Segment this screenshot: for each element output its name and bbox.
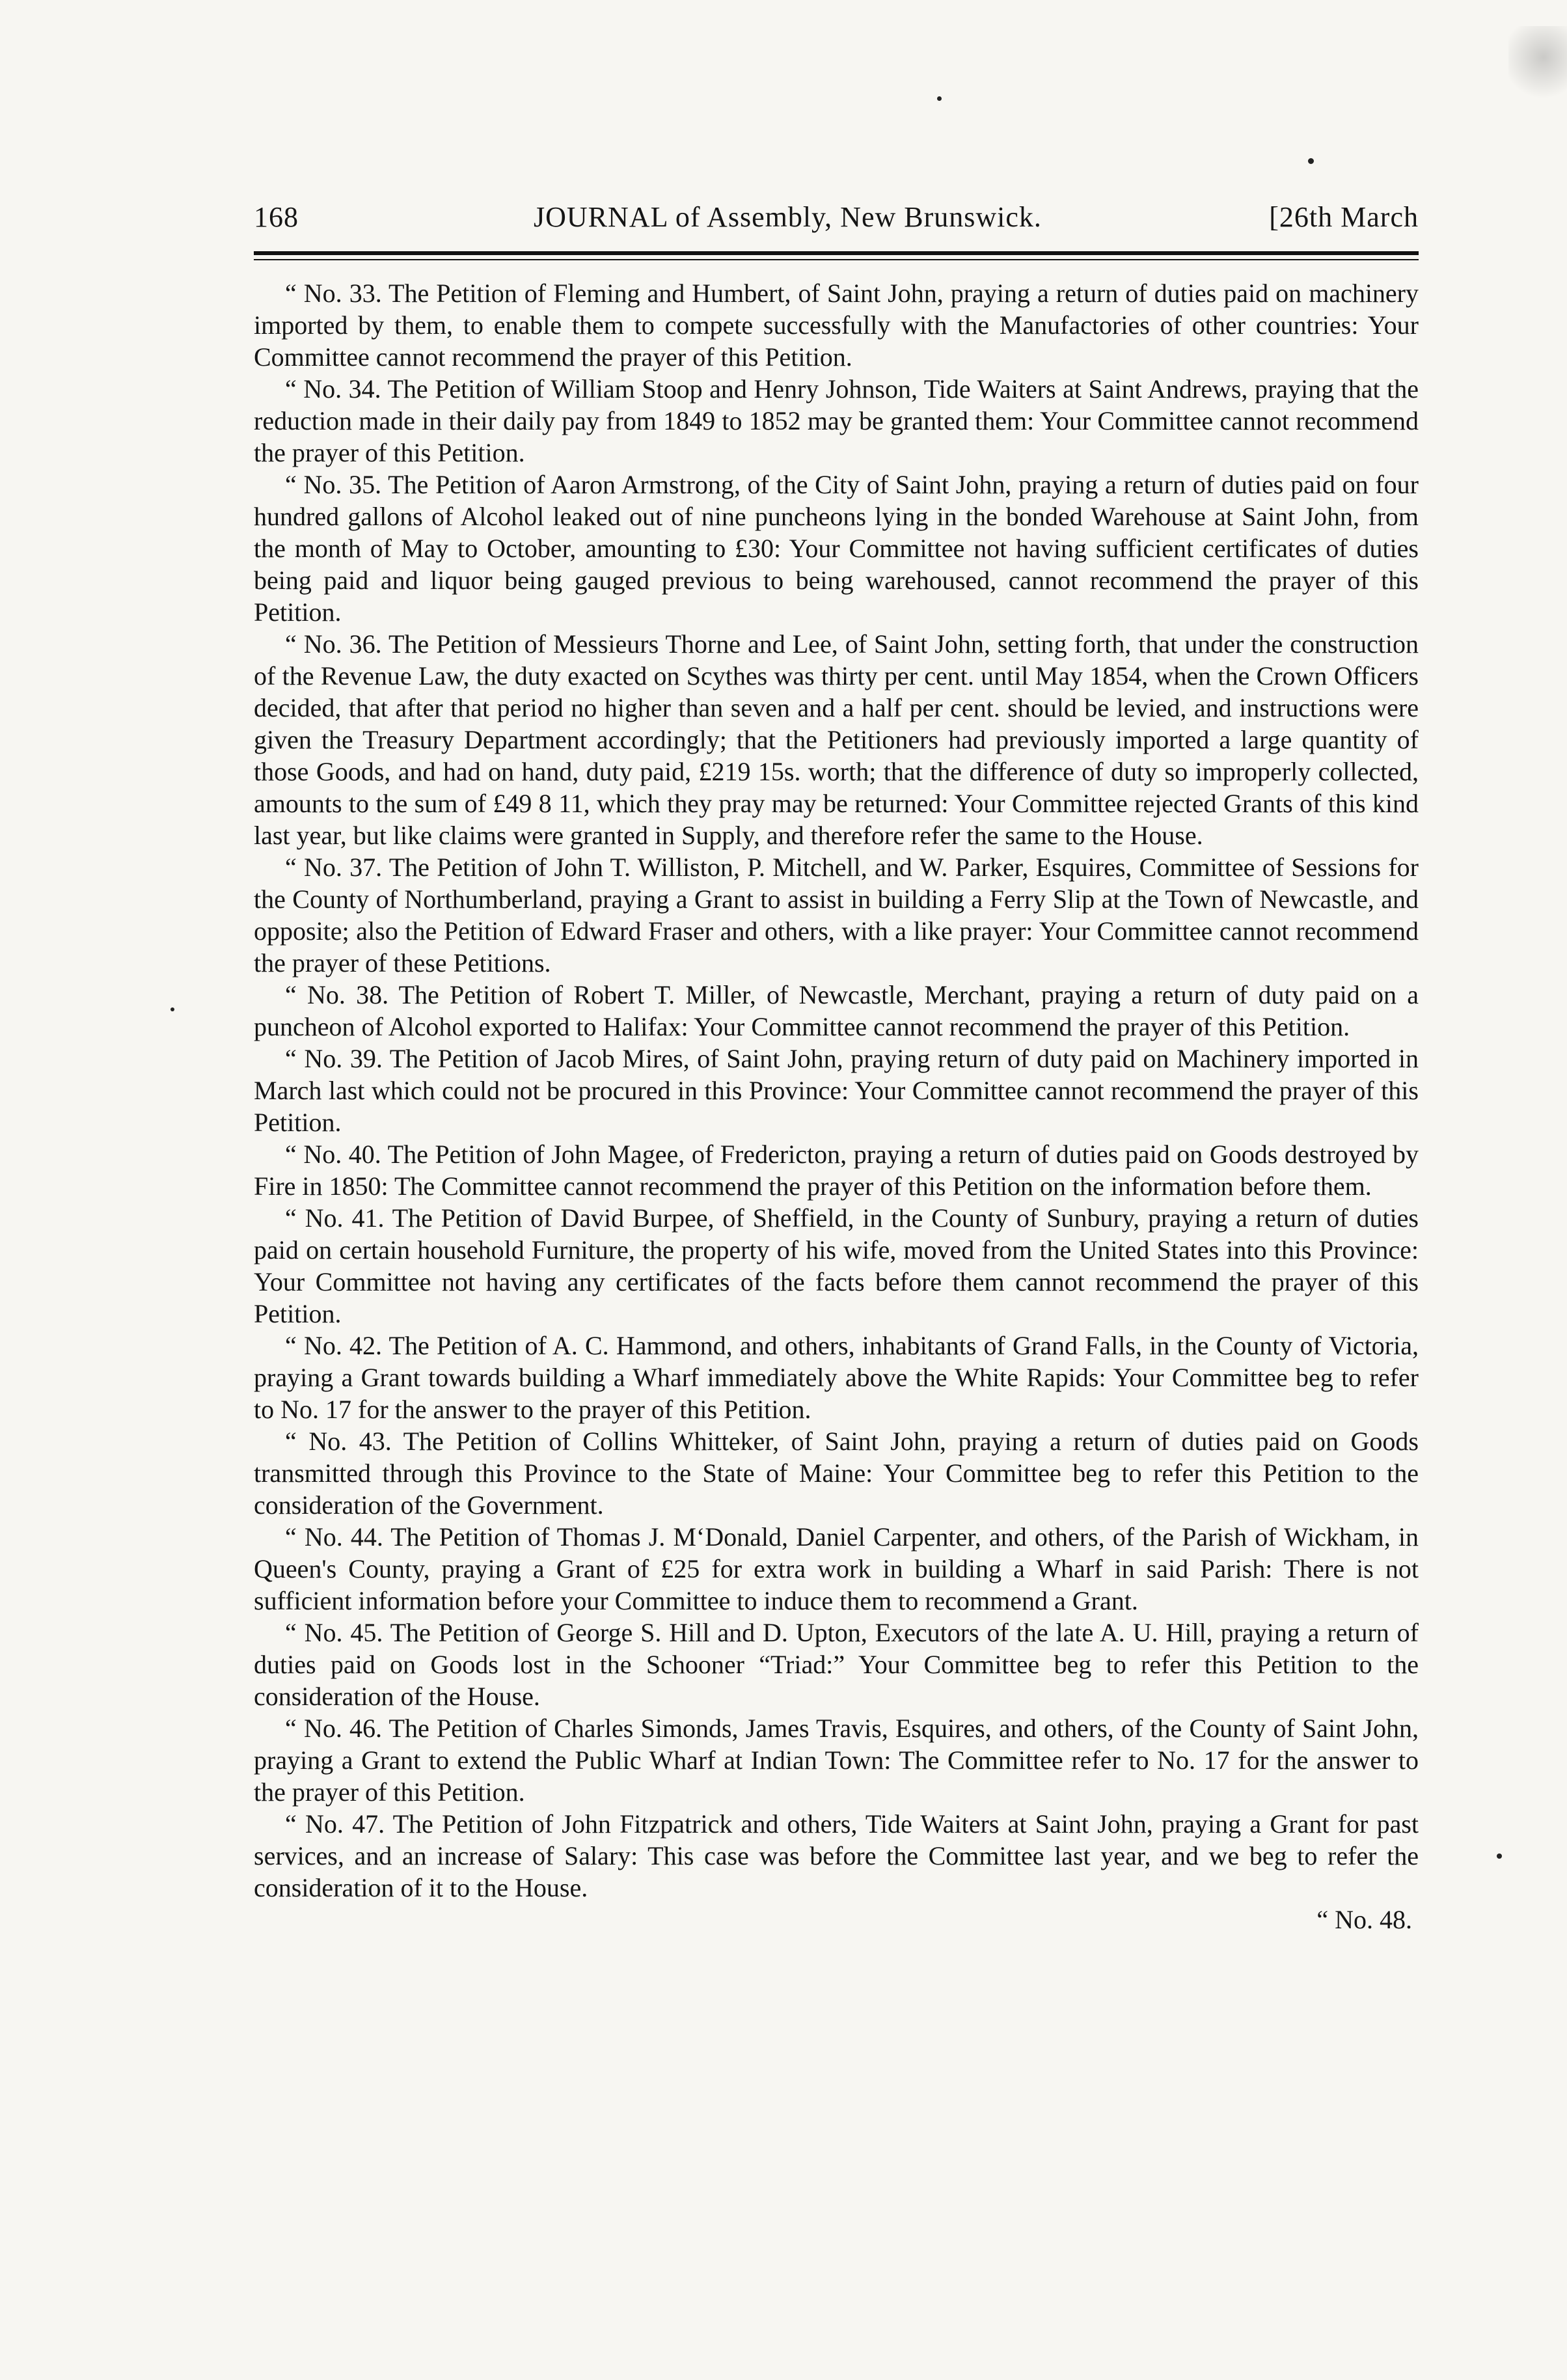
petition-entry: “ No. 34. The Petition of William Stoop and Henry Johnson, Tide Waiters at Saint Andrews, praying that the reduction made in their daily pay from 1849 to 1852 may be granted them: Your Committee cannot recommend the prayer of this Petition. (254, 374, 1419, 467)
petition-entry: “ No. 42. The Petition of A. C. Hammond, and others, inhabitants of Grand Falls, in the County of Victoria, praying a Grant towards building a Wharf immediately above the White Rapids: Your Committee beg to refer to No. 17 for the answer to the prayer of this Petition. (254, 1331, 1419, 1424)
petition-entry: “ No. 43. The Petition of Collins Whitteker, of Saint John, praying a return of duties paid on Goods transmitted through this Province to the State of Maine: Your Committee beg to refer this Petition to the consideration of the Government. (254, 1427, 1419, 1520)
petition-entry: “ No. 39. The Petition of Jacob Mires, of Saint John, praying return of duty paid on Machinery imported in March last which could not be procured in this Province: Your Committee cannot recommend the prayer of this Petition. (254, 1044, 1419, 1137)
ink-speck (1497, 1853, 1502, 1859)
petition-entry: “ No. 40. The Petition of John Magee, of Fredericton, praying a return of duties paid on Goods destroyed by Fire in 1850: The Committee cannot recommend the prayer of this Petition on the information before them. (254, 1140, 1419, 1201)
page-scuff-mark (1508, 26, 1567, 104)
header-rule-thin (254, 259, 1419, 260)
running-header (254, 195, 1419, 247)
page-number: 168 (254, 201, 299, 233)
ink-speck (170, 1007, 174, 1011)
journal-page (254, 195, 1419, 1935)
petition-entry: “ No. 47. The Petition of John Fitzpatrick and others, Tide Waiters at Saint John, praying a Grant for past services, and an increase of Salary: This case was before the Committee last year, and we beg to refer the consideration of it to the House. (254, 1809, 1419, 1902)
petition-entry: “ No. 37. The Petition of John T. Williston, P. Mitchell, and W. Parker, Esquires, Committee of Sessions for the County of Northumberland, praying a Grant to assist in building a Ferry Slip at the Town of Newcastle, and opposite; also the Petition of Edward Fraser and others, with a like prayer: Your Committee cannot recommend the prayer of these Petitions. (254, 853, 1419, 978)
petition-entry: “ No. 36. The Petition of Messieurs Thorne and Lee, of Saint John, setting forth, that under the construction of the Revenue Law, the duty exacted on Scythes was thirty per cent. until May 1854, when the Crown Officers decided, that after that period no higher than seven and a half per cent. should be levied, and instructions were given the Treasury Department accordingly; that the Petitioners had previously imported a large quantity of those Goods, and had on hand, duty paid, £219 15s. worth; that the difference of duty so improperly collected, amounts to the sum of £49 8 11, which they pray may be returned: Your Committee rejected Grants of this kind last year, but like claims were granted in Supply, and therefore refer the same to the House. (254, 629, 1419, 850)
journal-title: JOURNAL of Assembly, New Brunswick. (534, 201, 1042, 233)
petition-entry: “ No. 35. The Petition of Aaron Armstrong, of the City of Saint John, praying a return of duties paid on four hundred gallons of Alcohol leaked out of nine puncheons lying in the bonded Warehouse at Saint John, from the month of May to October, amounting to £30: Your Committee not having sufficient certificates of duties being paid and liquor being gauged previous to being warehoused, cannot recommend the prayer of this Petition. (254, 470, 1419, 627)
petition-entry: “ No. 38. The Petition of Robert T. Miller, of Newcastle, Merchant, praying a return of duty paid on a puncheon of Alcohol exported to Halifax: Your Committee cannot recommend the prayer of this Petition. (254, 980, 1419, 1041)
petition-entry: “ No. 44. The Petition of Thomas J. M‘Donald, Daniel Carpenter, and others, of the Parish of Wickham, in Queen's County, praying a Grant of £25 for extra work in building a Wharf in said Parish: There is not sufficient information before your Committee to induce them to recommend a Grant. (254, 1522, 1419, 1615)
petition-entry: “ No. 46. The Petition of Charles Simonds, James Travis, Esquires, and others, of the County of Saint John, praying a Grant to extend the Public Wharf at Indian Town: The Committee refer to No. 17 for the answer to the prayer of this Petition. (254, 1714, 1419, 1807)
petition-entry: “ No. 45. The Petition of George S. Hill and D. Upton, Executors of the late A. U. Hill, praying a return of duties paid on Goods lost in the Schooner “Triad:” Your Committee beg to refer this Petition to the consideration of the House. (254, 1618, 1419, 1711)
ink-speck (1308, 158, 1314, 164)
header-rule-thick (254, 251, 1419, 255)
petition-entry: “ No. 41. The Petition of David Burpee, of Sheffield, in the County of Sunbury, praying a return of duties paid on certain household Furniture, the property of his wife, moved from the United States into this Province: Your Committee not having any certificates of the facts before them cannot recommend the prayer of this Petition. (254, 1203, 1419, 1328)
header-date: [26th March (1269, 201, 1419, 233)
catchword: “ No. 48. (1316, 1905, 1412, 1934)
ink-speck (937, 96, 942, 101)
petition-list (254, 277, 1419, 1904)
petition-entry: “ No. 33. The Petition of Fleming and Humbert, of Saint John, praying a return of duties paid on machinery imported by them, to enable them to compete successfully with the Manufactories of other countries: Your Committee cannot recommend the prayer of this Petition. (254, 279, 1419, 372)
